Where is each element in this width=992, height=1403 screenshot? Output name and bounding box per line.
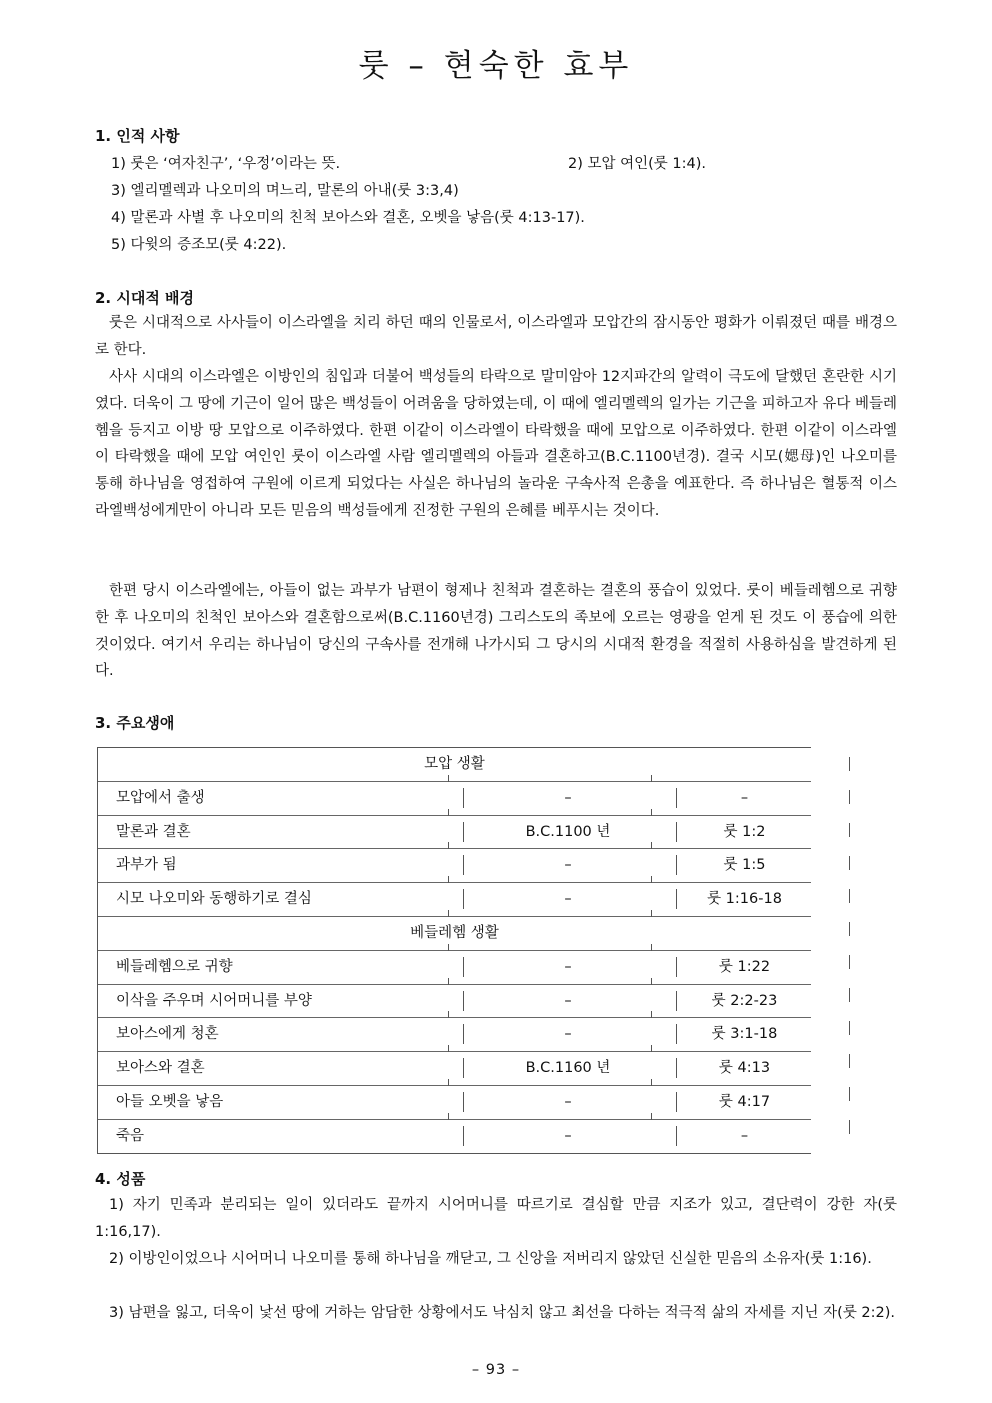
date-cell: – bbox=[564, 857, 572, 874]
table-divider bbox=[448, 775, 449, 782]
table-divider bbox=[676, 855, 677, 875]
table-margin-mark bbox=[849, 1087, 850, 1101]
table-divider bbox=[448, 1079, 449, 1086]
personal-item-1: 1) 룻은 ‘여자친구’, ‘우정’이라는 뜻. bbox=[111, 156, 341, 172]
character-item-3: 3) 남편을 잃고, 더욱이 낯선 땅에 거하는 암담한 상황에서도 낙심치 않고 최선을 다하는 적극적 삶의 자세를 지닌 자(룻 2:2). bbox=[109, 1305, 896, 1321]
reference-cell: 룻 2:2-23 bbox=[711, 992, 778, 1009]
page-number: – 93 – bbox=[471, 1362, 521, 1378]
table-divider bbox=[651, 809, 652, 816]
table-divider bbox=[448, 1113, 449, 1120]
table-margin-mark bbox=[849, 889, 850, 903]
table-margin-mark bbox=[849, 757, 850, 771]
table-divider bbox=[676, 788, 677, 808]
table-margin-mark bbox=[849, 988, 850, 1002]
reference-cell: 룻 1:5 bbox=[723, 857, 766, 874]
group-title-moab: 모압 생활 bbox=[424, 756, 485, 772]
table-divider bbox=[651, 775, 652, 782]
table-row bbox=[98, 951, 811, 985]
table-margin-mark bbox=[849, 955, 850, 969]
section-heading-character: 4. 성품 bbox=[95, 1170, 146, 1188]
table-margin-mark bbox=[849, 856, 850, 870]
event-cell: 보아스에게 청혼 bbox=[116, 1026, 219, 1043]
event-cell: 베들레헴으로 귀향 bbox=[116, 958, 233, 975]
date-cell: B.C.1100 년 bbox=[525, 823, 611, 840]
table-divider bbox=[676, 1126, 677, 1146]
table-divider bbox=[448, 1045, 449, 1052]
personal-item-3: 3) 엘리멜렉과 나오미의 며느리, 말론의 아내(룻 3:3,4) bbox=[111, 183, 459, 199]
event-cell: 보아스와 결혼 bbox=[116, 1060, 205, 1077]
date-cell: – bbox=[564, 992, 572, 1009]
table-divider bbox=[651, 944, 652, 951]
table-divider bbox=[448, 944, 449, 951]
table-divider bbox=[676, 889, 677, 909]
reference-cell: 룻 4:17 bbox=[718, 1093, 771, 1110]
table-row bbox=[98, 883, 811, 917]
reference-cell: 룻 1:22 bbox=[718, 958, 771, 975]
date-cell: – bbox=[564, 1026, 572, 1043]
table-margin-mark bbox=[849, 1120, 850, 1134]
life-events-table bbox=[97, 747, 811, 1154]
table-divider bbox=[651, 1045, 652, 1052]
date-cell: – bbox=[564, 1093, 572, 1110]
section-heading-background: 2. 시대적 배경 bbox=[95, 289, 195, 307]
table-divider bbox=[448, 978, 449, 985]
table-divider bbox=[448, 1011, 449, 1018]
table-row bbox=[98, 849, 811, 883]
personal-item-4: 4) 말론과 사별 후 나오미의 친척 보아스와 결혼, 오벳을 낳음(룻 4:13-17). bbox=[111, 210, 585, 226]
table-divider bbox=[651, 978, 652, 985]
table-divider bbox=[651, 1113, 652, 1120]
event-cell: 시모 나오미와 동행하기로 결심 bbox=[116, 891, 312, 908]
event-cell: 과부가 됨 bbox=[116, 857, 177, 874]
table-row bbox=[98, 1120, 811, 1153]
background-paragraph-1: 룻은 시대적으로 사사들이 이스라엘을 치리 하던 때의 인물로서, 이스라엘과 모압간의 잠시동안 평화가 이뤄졌던 때를 배경으로 한다. bbox=[95, 315, 897, 358]
table-divider bbox=[651, 876, 652, 883]
date-cell: – bbox=[564, 1127, 572, 1144]
table-divider bbox=[651, 910, 652, 917]
table-divider bbox=[651, 1079, 652, 1086]
table-divider bbox=[676, 1058, 677, 1078]
table-row bbox=[98, 1052, 811, 1086]
table-divider bbox=[651, 842, 652, 849]
reference-cell: 룻 4:13 bbox=[718, 1060, 771, 1077]
event-cell: 죽음 bbox=[116, 1127, 145, 1144]
table-row bbox=[98, 1018, 811, 1052]
reference-cell: 룻 1:16-18 bbox=[707, 891, 782, 908]
table-margin-mark bbox=[849, 922, 850, 936]
group-title-bethlehem: 베들레헴 생활 bbox=[410, 924, 499, 941]
table-margin-mark bbox=[849, 790, 850, 804]
table-margin-mark bbox=[849, 823, 850, 837]
section-heading-personal: 1. 인적 사항 bbox=[95, 127, 180, 145]
table-row bbox=[98, 782, 811, 816]
date-cell: – bbox=[564, 958, 572, 975]
table-row bbox=[98, 816, 811, 850]
table-divider bbox=[448, 842, 449, 849]
background-paragraph-2: 사사 시대의 이스라엘은 이방인의 침입과 더불어 백성들의 타락으로 말미암아 12지파간의 알력이 극도에 달했던 혼란한 시기였다. 더욱이 그 땅에 기근이 일어 많은 백성들이 어려움을 당하였는데, 이 때에 엘리멜렉의 일가는 기근을 피하고자 유다 베들레헴을 등지고 이방 땅 모압으로 이주하였다. 한편 이같이 이스라엘이 타락했을 때에 모압으로 이주하였다. 한편 이같이 이스라엘이 타락했을 때에 모압 여인인 룻이 이스라엘 사람 엘리멜렉의 아들과 결혼하고(B.C.1100년경). 결국 시모(媤母)인 나오미를 통해 하나님을 영접하여 구원에 이르게 되었다는 사실은 하나님의 놀라운 구속사적 은총을 예표한다. 즉 하나님은 혈통적 이스라엘백성에게만이 아니라 모든 믿음의 백성들에게 진정한 구원의 은혜를 베푸시는 것이다. bbox=[95, 369, 897, 519]
character-item-1: 1) 자기 민족과 분리되는 일이 있더라도 끝까지 시어머니를 따르기로 결심할 만큼 지조가 있고, 결단력이 강한 자(룻 1:16,17). bbox=[95, 1197, 897, 1240]
event-cell: 말론과 결혼 bbox=[116, 823, 191, 840]
table-margin-mark bbox=[849, 1021, 850, 1035]
section-heading-life: 3. 주요생애 bbox=[95, 714, 175, 732]
background-paragraph-3: 한편 당시 이스라엘에는, 아들이 없는 과부가 남편이 형제나 친척과 결혼하는 결혼의 풍습이 있었다. 룻이 베들레헴으로 귀향한 후 나오미의 친척인 보아스와 결혼함으로써(B.C.1160년경) 그리스도의 족보에 오르는 영광을 얻게 된 것도 이 풍습에 의한 것이었다. 여기서 우리는 하나님이 당신의 구속사를 전개해 나가시되 그 당시의 시대적 환경을 적절히 사용하심을 발견하게 된다. bbox=[95, 583, 897, 680]
table-group-row bbox=[98, 917, 811, 951]
event-cell: 이삭을 주우며 시어머니를 부양 bbox=[116, 992, 312, 1009]
event-cell: 모압에서 출생 bbox=[116, 789, 205, 806]
reference-cell: 룻 1:2 bbox=[723, 823, 766, 840]
table-divider bbox=[448, 809, 449, 816]
table-group-row bbox=[98, 748, 811, 782]
personal-item-2: 2) 모압 여인(룻 1:4). bbox=[568, 156, 707, 172]
date-cell: – bbox=[564, 891, 572, 908]
table-divider bbox=[676, 991, 677, 1011]
reference-cell: – bbox=[740, 1127, 749, 1144]
table-divider bbox=[676, 1024, 677, 1044]
table-row bbox=[98, 985, 811, 1019]
table-margin-mark bbox=[849, 1054, 850, 1068]
event-cell: 아들 오벳을 낳음 bbox=[116, 1093, 224, 1110]
personal-item-5: 5) 다윗의 증조모(룻 4:22). bbox=[111, 237, 287, 253]
table-divider bbox=[448, 910, 449, 917]
table-divider bbox=[448, 876, 449, 883]
reference-cell: 룻 3:1-18 bbox=[711, 1026, 778, 1043]
character-item-2: 2) 이방인이었으나 시어머니 나오미를 통해 하나님을 깨닫고, 그 신앙을 저버리지 않았던 신실한 믿음의 소유자(룻 1:16). bbox=[109, 1251, 872, 1267]
reference-cell: – bbox=[740, 789, 749, 806]
date-cell: – bbox=[564, 789, 572, 806]
date-cell: B.C.1160 년 bbox=[525, 1060, 611, 1077]
page-title: 룻 – 현숙한 효부 bbox=[358, 48, 634, 84]
table-divider bbox=[676, 822, 677, 842]
table-divider bbox=[651, 1011, 652, 1018]
table-divider bbox=[676, 957, 677, 977]
table-row bbox=[98, 1086, 811, 1120]
table-divider bbox=[676, 1092, 677, 1112]
